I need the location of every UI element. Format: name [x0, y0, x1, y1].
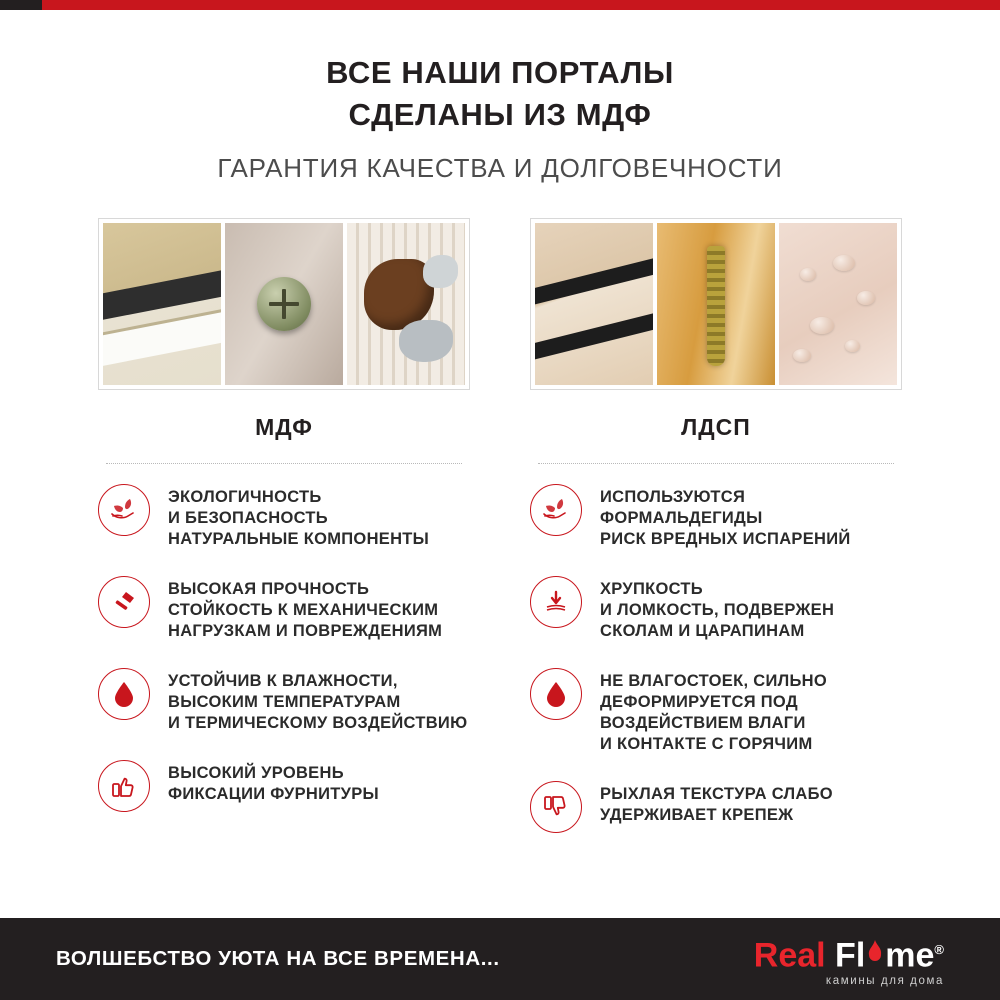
feature-line: ВЫСОКИЙ УРОВЕНЬ: [168, 764, 344, 782]
thumbs-down-icon: [530, 781, 582, 833]
feature-line: УСТОЙЧИВ К ВЛАЖНОСТИ,: [168, 672, 398, 690]
feature-text: [168, 484, 429, 550]
screw-shank-icon: [707, 246, 725, 366]
feature-line: РЫХЛАЯ ТЕКСТУРА СЛАБО: [600, 785, 833, 803]
feature-item: [98, 760, 470, 812]
feature-line: И ЛОМКОСТЬ, ПОДВЕРЖЕН: [600, 601, 835, 619]
water-drop-icon: [530, 668, 582, 720]
feature-line: ХРУПКОСТЬ: [600, 580, 703, 598]
feature-line: ФОРМАЛЬДЕГИДЫ: [600, 509, 763, 527]
ldsp-swelling-photo: [779, 223, 897, 385]
thumbs-up-icon: [98, 760, 150, 812]
mdf-feature-list: [98, 484, 470, 812]
brand-logo-real: Real: [753, 936, 826, 975]
feature-item: [530, 668, 902, 755]
comparison-columns: [0, 218, 1000, 859]
feature-text: [168, 668, 467, 734]
brand-logo-flame-start: Fl: [835, 936, 866, 975]
column-title-mdf: МДФ: [255, 414, 313, 440]
footer-bar: [0, 918, 1000, 1000]
top-bar-dark-accent: [0, 0, 42, 10]
ldsp-feature-list: [530, 484, 902, 833]
footer-slogan: ВОЛШЕБСТВО УЮТА НА ВСЕ ВРЕМЕНА...: [56, 947, 500, 970]
feature-item: [98, 668, 470, 734]
swelling-bump: [833, 255, 855, 271]
eco-leaf-hand-icon: [98, 484, 150, 536]
mdf-layers-photo: [103, 223, 221, 385]
feature-line: ДЕФОРМИРУЕТСЯ ПОД: [600, 693, 798, 711]
swelling-bump: [793, 349, 811, 362]
feature-line: ФИКСАЦИИ ФУРНИТУРЫ: [168, 785, 379, 803]
top-red-bar: [0, 0, 1000, 10]
brand-logo-text: [754, 932, 944, 973]
column-mdf: [98, 218, 470, 859]
feature-line: И ТЕРМИЧЕСКОМУ ВОЗДЕЙСТВИЮ: [168, 714, 468, 732]
feature-line: И БЕЗОПАСНОСТЬ: [168, 509, 328, 527]
feature-item: [530, 484, 902, 550]
brand-logo: [754, 932, 944, 987]
column-divider-ldsp: [538, 463, 894, 464]
page-subtitle: ГАРАНТИЯ КАЧЕСТВА И ДОЛГОВЕЧНОСТИ: [217, 153, 783, 183]
mdf-chip-photo: [347, 223, 465, 385]
feature-text: [600, 484, 851, 550]
mdf-screw-photo: [225, 223, 343, 385]
mdf-photo-strip: [98, 218, 470, 390]
feature-line: НАТУРАЛЬНЫЕ КОМПОНЕНТЫ: [168, 530, 430, 548]
page-title: [0, 52, 1000, 136]
press-down-arrow-icon: [530, 576, 582, 628]
feature-text: [600, 781, 833, 826]
header-block: [0, 52, 1000, 184]
feature-line: НЕ ВЛАГОСТОЕК, СИЛЬНО: [600, 672, 827, 690]
feature-text: [168, 576, 442, 642]
feature-text: [600, 668, 827, 755]
swelling-bump: [810, 317, 834, 334]
feature-line: ВОЗДЕЙСТВИЕМ ВЛАГИ: [600, 714, 806, 732]
column-title-ldsp: ЛДСП: [681, 414, 751, 440]
feature-line: РИСК ВРЕДНЫХ ИСПАРЕНИЙ: [600, 530, 851, 548]
brand-logo-tagline: камины для дома: [825, 975, 944, 988]
feature-text: [168, 760, 379, 805]
feature-line: СТОЙКОСТЬ К МЕХАНИЧЕСКИМ: [168, 601, 439, 619]
swelling-bump: [845, 340, 860, 352]
feature-item: [98, 576, 470, 642]
hammer-icon: [98, 576, 150, 628]
feature-item: [98, 484, 470, 550]
feature-item: [530, 576, 902, 642]
feature-line: И КОНТАКТЕ С ГОРЯЧИМ: [600, 735, 813, 753]
water-drop-icon: [98, 668, 150, 720]
feature-line: ВЫСОКИМ ТЕМПЕРАТУРАМ: [168, 693, 401, 711]
feature-line: УДЕРЖИВАЕТ КРЕПЕЖ: [600, 806, 794, 824]
feature-line: ВЫСОКАЯ ПРОЧНОСТЬ: [168, 580, 370, 598]
feature-line: СКОЛАМ И ЦАРАПИНАМ: [600, 622, 805, 640]
chip-light-shape-top: [423, 255, 458, 287]
swelling-bump: [800, 268, 816, 281]
feature-line: ИСПОЛЬЗУЮТСЯ: [600, 488, 746, 506]
screw-head-icon: [257, 277, 311, 331]
page-title-line1: ВСЕ НАШИ ПОРТАЛЫ: [326, 55, 674, 90]
brand-logo-flame-end: me: [885, 936, 935, 975]
feature-item: [530, 781, 902, 833]
ldsp-photo-strip: [530, 218, 902, 390]
page-title-line2: СДЕЛАНЫ ИЗ МДФ: [348, 97, 652, 132]
feature-text: [600, 576, 834, 642]
ldsp-layers-photo: [535, 223, 653, 385]
eco-leaf-hand-icon: [530, 484, 582, 536]
registered-mark: ®: [934, 942, 944, 957]
ldsp-screw-photo: [657, 223, 775, 385]
chip-light-shape-bottom: [399, 320, 453, 362]
column-divider-mdf: [106, 463, 462, 464]
feature-line: ЭКОЛОГИЧНОСТЬ: [168, 488, 322, 506]
column-ldsp: [530, 218, 902, 859]
swelling-bump: [857, 291, 875, 305]
feature-line: НАГРУЗКАМ И ПОВРЕЖДЕНИЯМ: [168, 622, 443, 640]
